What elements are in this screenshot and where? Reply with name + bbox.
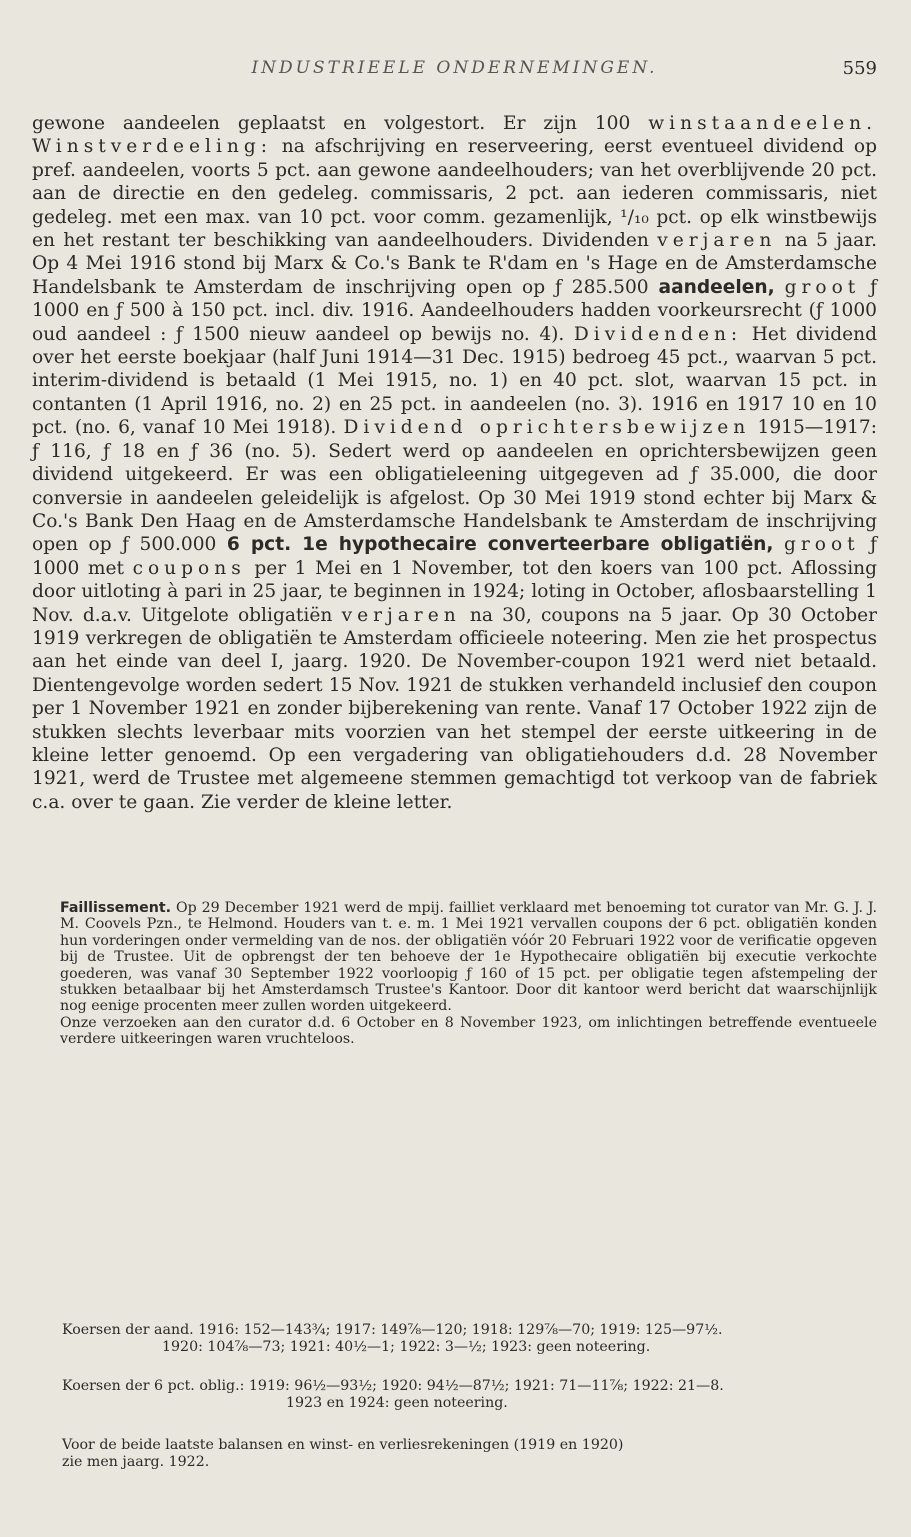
closing-note <box>62 1437 877 1471</box>
spaced-term: verjaren <box>341 604 461 626</box>
bond-prices <box>62 1378 877 1412</box>
note-heading: Faillissement. <box>60 900 172 916</box>
spaced-term: Dividenden: <box>573 323 743 345</box>
text-run: per 1 Mei en 1 November, tot den koers van 100 pct. Aflossing door uitloting à pari in 25 jaar, te beginnen in 1924; loting in October, aflosbaarstelling 1 Nov. d.a.v. Uitgelote obligatiën <box>32 557 878 626</box>
text-run: gewone aandeelen geplaatst en volgestort. Er zijn 100 <box>32 113 649 134</box>
price-line: Koersen der 6 pct. oblig.: 1919: 96½—93½; 1920: 94½—87½; 1921: 71—11⅞; 1922: 21—8. <box>62 1378 724 1394</box>
closing-line: zie men jaarg. 1922. <box>62 1454 210 1470</box>
text-run: na 5 jaar. Op 4 Mei 1916 stond bij Marx & Co.'s Bank te R'dam en 's Hage en de Amsterdamsche Handelsbank te Amsterdam de inschrijving open op ƒ 285.500 <box>32 230 877 298</box>
note-paragraph <box>60 900 877 1015</box>
small-print-note <box>60 900 877 1048</box>
spaced-term: groot <box>783 534 860 556</box>
text-run: na 30, coupons na 5 jaar. Op 30 October 1919 verkregen de obligatiën te Amsterdam officieele noteering. Men zie het prospectus aan het einde van deel I, jaarg. 1920. De November-coupon 1921 werd niet betaald. Dientengevolge worden sedert 15 Nov. 1921 de stukken verhandeld inclusief den coupon per 1 November 1921 en zonder bijberekening van rente. Vanaf 17 October 1922 zijn de stukken slechts leverbaar mits voorzien van het stempel der eerste uitkeering in de kleine letter genoemd. Op een vergadering van obligatiehouders d.d. 28 November 1921, werd de Trustee met algemeene stemmen gemachtigd tot verkoop van de fabriek c.a. over te gaan. Zie verder de kleine letter. <box>32 604 877 813</box>
share-prices <box>62 1322 877 1356</box>
page-header <box>32 58 877 88</box>
main-paragraph <box>32 112 877 814</box>
bold-term: 6 pct. 1e hypothecaire converteerbare obligatiën, <box>226 534 774 556</box>
running-title: INDUSTRIEELE ONDERNEMINGEN. <box>251 58 658 78</box>
text-run: ƒ 1000 met <box>32 534 877 579</box>
price-line: Koersen der aand. 1916: 152—143¾; 1917: 149⅞—120; 1918: 129⅞—70; 1919: 125—97½. <box>62 1322 723 1338</box>
spaced-term: Winstverdeeling: <box>32 136 273 158</box>
spaced-term: groot <box>784 276 861 298</box>
price-line: 1920: 104⅞—73; 1921: 40½—1; 1922: 3—½; 1923: geen noteering. <box>162 1339 651 1355</box>
spaced-term: winstaandeelen. <box>648 113 877 134</box>
main-text <box>32 112 877 814</box>
text-run: Het dividend over het eerste boekjaar (half Juni 1914—31 Dec. 1915) bedroeg 45 pct., waarvan 5 pct. interim-dividend is betaald (1 Mei 1915, no. 1) en 40 pct. slot, waarvan 15 pct. in contanten (1 April 1916, no. 2) en 25 pct. in aandeelen (no. 3). 1916 en 1917 10 en 10 pct. (no. 6, vanaf 10 Mei 1918). <box>32 323 877 439</box>
closing-line: Voor de beide laatste balansen en winst- en verliesrekeningen (1919 en 1920) <box>62 1437 624 1453</box>
page-number: 559 <box>842 58 877 79</box>
text-run: Op 29 December 1921 werd de mpij. failliet verklaard met benoeming tot curator van Mr. G. J. J. M. Coovels Pzn., te Helmond. Houders van t. e. m. 1 Mei 1921 vervallen coupons der 6 pct. obligatiën konden hun vorderingen onder vermelding van de nos. der obligatiën vóór 20 Februari 1922 voor de verificatie opgeven bij de Trustee. Uit de opbrengst der ten behoeve der 1e Hypothecaire obligatiën bij executie verkochte goederen, was vanaf 30 September 1922 voorloopig ƒ 160 of 15 pct. per obligatie tegen afstempeling der stukken betaalbaar bij het Amsterdamsch Trustee's Kantoor. Door dit kantoor werd bericht dat waarschijnlijk nog eenige procenten meer zullen worden uitgekeerd. <box>60 900 877 1015</box>
spaced-term: verjaren <box>657 230 777 252</box>
note-paragraph: Onze verzoeken aan den curator d.d. 6 October en 8 November 1923, om inlichtingen betreffende eventueele verdere uitkeeringen waren vruchteloos. <box>60 1014 877 1048</box>
text-run: ƒ 1000 en ƒ 500 à 150 pct. incl. div. 1916. Aandeelhouders hadden voorkeursrecht (ƒ 1000 oud aandeel : ƒ 1500 nieuw aandeel op bewijs no. 4). <box>32 276 877 345</box>
spaced-term: coupons <box>132 557 246 579</box>
text-run: 1915—1917: ƒ 116, ƒ 18 en ƒ 36 (no. 5). Sedert werd op aandeelen en oprichtersbewijzen geen dividend uitgekeerd. Er was een obligatieleening uitgegeven ad ƒ 35.000, die door conversie in aandeelen geleidelijk is afgelost. Op 30 Mei 1919 stond echter bij Marx & Co.'s Bank Den Haag en de Amsterdamsche Handelsbank te Amsterdam de inschrijving open op ƒ 500.000 <box>32 417 877 556</box>
spaced-term: Dividend oprichtersbewijzen <box>343 417 751 439</box>
text-run <box>775 277 785 298</box>
text-run: na afschrijving en reserveering, eerst eventueel dividend op pref. aandeelen, voorts 5 pct. aan gewone aandeelhouders; van het overblijvende 20 pct. aan de directie en den gedeleg. commissaris, 2 pct. aan iederen commissaris, niet gedeleg. met een max. van 10 pct. voor comm. gezamenlijk, ¹/₁₀ pct. op elk winstbewijs en het restant ter beschikking van aandeelhouders. Dividenden <box>32 136 877 252</box>
bold-term: aandeelen, <box>658 276 775 298</box>
price-line: 1923 en 1924: geen noteering. <box>286 1395 508 1411</box>
text-run <box>773 534 783 555</box>
